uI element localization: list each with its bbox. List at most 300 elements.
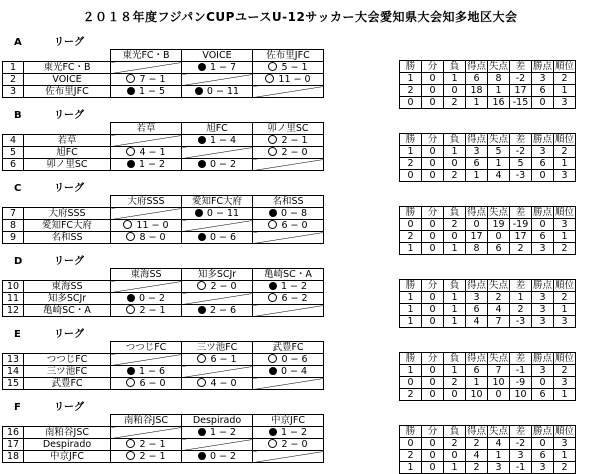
self-match-cell <box>253 451 324 463</box>
stat-value: 6 <box>466 365 488 377</box>
stat-header: 分 <box>422 61 444 73</box>
team-number: 9 <box>3 232 24 244</box>
stat-value: 7 <box>488 365 510 377</box>
stat-value: 1 <box>400 292 422 304</box>
stat-value: 6 <box>466 304 488 316</box>
stat-header: 差 <box>510 134 532 146</box>
standings-row <box>400 377 576 389</box>
team-number: 15 <box>3 378 24 390</box>
stat-value: 3 <box>488 462 510 474</box>
stat-value: 5 <box>488 146 510 158</box>
match-score: 1 − 2 <box>138 159 166 170</box>
win-mark-icon <box>268 354 277 363</box>
stat-header: 負 <box>444 426 466 438</box>
match-result <box>182 451 253 463</box>
stat-header: 失点 <box>488 207 508 218</box>
stat-value: 1 <box>444 462 466 474</box>
stat-value: 0 <box>422 389 444 401</box>
stat-value: 1 <box>400 146 422 158</box>
standings-row <box>400 243 576 255</box>
team-number: 10 <box>3 281 24 293</box>
win-mark-icon <box>126 305 135 314</box>
win-mark-icon <box>126 232 135 241</box>
column-team-name: VOICE <box>182 50 253 62</box>
self-match-cell <box>253 232 324 244</box>
stat-value: 3 <box>554 170 576 182</box>
stat-value: 0 <box>422 170 444 182</box>
stat-header: 失点 <box>488 426 508 437</box>
team-name: VOICE <box>24 74 111 86</box>
column-team-name: つつじFC <box>111 342 182 354</box>
stat-value: -3 <box>510 316 532 328</box>
league-word: リーグ <box>54 110 84 121</box>
match-matrix <box>2 341 324 390</box>
match-score: 0 − 2 <box>209 159 237 170</box>
self-match-cell <box>253 305 324 317</box>
league-letter: C <box>14 183 22 194</box>
standings-header-row <box>400 61 576 73</box>
loss-mark-icon <box>269 209 277 217</box>
stat-value: 6 <box>488 243 510 255</box>
stat-value: 0 <box>444 158 466 170</box>
win-mark-icon <box>268 439 277 448</box>
stat-value: 0 <box>422 462 444 474</box>
match-result <box>253 62 324 74</box>
stat-value: 2 <box>400 158 422 170</box>
league-heading <box>14 402 84 414</box>
league-letter: B <box>14 110 22 121</box>
team-name: 中京JFC <box>24 451 111 463</box>
stat-header: 負 <box>444 207 466 219</box>
stat-value: 4 <box>488 438 510 450</box>
win-mark-icon <box>123 220 132 229</box>
stat-value: -2 <box>510 438 532 450</box>
stat-value: 8 <box>488 73 510 85</box>
blank-cell <box>3 342 24 354</box>
team-row <box>3 159 324 171</box>
match-score: 2 − 0 <box>210 281 237 292</box>
stat-value: 3 <box>532 73 554 85</box>
matrix-header-row <box>3 196 324 208</box>
column-team-name: 若草 <box>111 123 182 135</box>
match-result <box>253 147 324 159</box>
league-block <box>0 402 600 473</box>
stat-value: 1 <box>488 85 510 97</box>
self-match-cell <box>253 378 324 390</box>
match-score: 6 − 0 <box>281 220 308 231</box>
league-heading <box>14 37 84 49</box>
match-score: 0 − 6 <box>281 354 308 365</box>
stat-value: 1 <box>400 73 422 85</box>
column-team-name: 亀崎SC・A <box>253 269 324 281</box>
match-result <box>182 232 253 244</box>
team-row <box>3 74 324 86</box>
standings-table <box>399 60 576 109</box>
standings-row <box>400 97 576 109</box>
stat-value: 0 <box>466 219 488 231</box>
column-team-name: Despirado <box>182 415 253 427</box>
stat-value: 1 <box>400 462 422 474</box>
stat-header: 得点 <box>466 353 486 364</box>
stat-value: -1 <box>510 365 532 377</box>
win-mark-icon <box>197 281 206 290</box>
win-mark-icon <box>268 147 277 156</box>
self-match-cell <box>253 86 324 98</box>
stat-value: 1 <box>400 243 422 255</box>
match-score: 6 − 0 <box>139 378 166 389</box>
match-result <box>182 305 253 317</box>
stat-value: 3 <box>532 146 554 158</box>
stat-value: 16 <box>488 97 510 109</box>
match-score: 2 − 0 <box>281 147 308 158</box>
stat-header: 差 <box>510 61 532 73</box>
match-score: 1 − 2 <box>209 427 237 438</box>
stat-header: 勝 <box>400 207 422 219</box>
standings-row <box>400 170 576 182</box>
stat-value: 6 <box>532 450 554 462</box>
standings-table <box>399 279 576 328</box>
match-result <box>253 135 324 147</box>
blank-cell <box>24 342 111 354</box>
stat-value: 0 <box>422 377 444 389</box>
stat-value: 1 <box>400 365 422 377</box>
stat-value: 2 <box>510 243 532 255</box>
match-result <box>182 208 253 220</box>
matrix-header-row <box>3 269 324 281</box>
stat-value: 0 <box>422 97 444 109</box>
stat-value: 0 <box>444 389 466 401</box>
match-score: 11 − 0 <box>136 220 169 231</box>
match-score: 4 − 0 <box>210 378 237 389</box>
stat-value: 0 <box>444 85 466 97</box>
stat-header: 順位 <box>554 426 574 437</box>
standings-table <box>399 352 576 401</box>
stat-value: -15 <box>510 97 532 109</box>
stat-header: 勝点 <box>532 61 552 72</box>
standings-row <box>400 85 576 97</box>
stat-value: 2 <box>554 73 576 85</box>
match-result <box>182 281 253 293</box>
stat-header: 得点 <box>466 134 486 145</box>
match-score: 0 − 2 <box>209 451 237 462</box>
win-mark-icon <box>126 451 135 460</box>
stat-value: 2 <box>444 97 466 109</box>
stat-value: 6 <box>466 73 488 85</box>
match-score: 0 − 8 <box>280 208 308 219</box>
team-number: 3 <box>3 86 24 98</box>
league-block <box>0 37 600 108</box>
team-row <box>3 427 324 439</box>
stat-value: 3 <box>466 146 488 158</box>
blank-cell <box>3 123 24 135</box>
team-row <box>3 378 324 390</box>
team-row <box>3 86 324 98</box>
stat-header: 差 <box>510 207 532 219</box>
column-team-name: 三ツ池FC <box>182 342 253 354</box>
stat-value: 0 <box>532 219 554 231</box>
league-letter: A <box>14 37 22 48</box>
self-match-cell <box>182 74 253 86</box>
team-number: 8 <box>3 220 24 232</box>
stat-value: 2 <box>554 462 576 474</box>
team-name: 大府SSS <box>24 208 111 220</box>
matrix-header-row <box>3 50 324 62</box>
standings-row <box>400 450 576 462</box>
league-word: リーグ <box>54 329 84 340</box>
league-word: リーグ <box>54 256 84 267</box>
stat-header: 順位 <box>554 61 574 72</box>
stat-header: 順位 <box>554 207 574 218</box>
match-result <box>253 220 324 232</box>
team-row <box>3 62 324 74</box>
match-result <box>182 354 253 366</box>
win-mark-icon <box>126 74 135 83</box>
blank-cell <box>3 415 24 427</box>
standings-row <box>400 158 576 170</box>
matrix-header-row <box>3 342 324 354</box>
stat-value: 1 <box>400 316 422 328</box>
stat-value: 1 <box>554 85 576 97</box>
team-number: 6 <box>3 159 24 171</box>
match-score: 0 − 2 <box>138 293 166 304</box>
match-result <box>111 439 182 451</box>
standings-table <box>399 206 576 255</box>
team-name: 三ツ池FC <box>24 366 111 378</box>
match-result <box>253 293 324 305</box>
team-name: 卯ノ里SC <box>24 159 111 171</box>
stat-value: 8 <box>466 243 488 255</box>
win-mark-icon <box>126 378 135 387</box>
stat-value: 0 <box>422 292 444 304</box>
stat-value: 6 <box>466 158 488 170</box>
match-score: 0 − 11 <box>206 86 240 97</box>
match-result <box>253 74 324 86</box>
match-result <box>253 208 324 220</box>
match-score: 2 − 1 <box>281 135 308 146</box>
team-name: 知多SCJr <box>24 293 111 305</box>
win-mark-icon <box>268 293 277 302</box>
stat-value: 1 <box>444 304 466 316</box>
standings-row <box>400 316 576 328</box>
team-number: 1 <box>3 62 24 74</box>
league-block <box>0 183 600 254</box>
self-match-cell <box>111 281 182 293</box>
stat-value: 1 <box>510 292 532 304</box>
stat-value: 2 <box>444 377 466 389</box>
self-match-cell <box>182 147 253 159</box>
match-score: 1 − 2 <box>280 281 308 292</box>
team-row <box>3 220 324 232</box>
stat-header: 得点 <box>466 280 486 291</box>
stat-header: 差 <box>510 280 532 292</box>
column-team-name: 卯ノ里SC <box>253 123 324 135</box>
stat-header: 勝点 <box>532 207 552 218</box>
team-row <box>3 147 324 159</box>
self-match-cell <box>182 293 253 305</box>
self-match-cell <box>111 427 182 439</box>
stat-header: 失点 <box>488 61 508 72</box>
standings-table <box>399 133 576 182</box>
standings-header-row <box>400 280 576 292</box>
stat-value: 0 <box>422 243 444 255</box>
match-score: 6 − 1 <box>210 354 237 365</box>
stat-header: 勝点 <box>532 426 552 437</box>
matrix-header-row <box>3 123 324 135</box>
team-number: 7 <box>3 208 24 220</box>
stat-value: 1 <box>444 316 466 328</box>
stat-value: 0 <box>400 97 422 109</box>
stat-value: 3 <box>554 316 576 328</box>
match-result <box>253 427 324 439</box>
self-match-cell <box>111 62 182 74</box>
standings-row <box>400 304 576 316</box>
standings-header-row <box>400 426 576 438</box>
blank-cell <box>3 196 24 208</box>
loss-mark-icon <box>195 209 203 217</box>
match-result <box>253 366 324 378</box>
stat-header: 勝 <box>400 134 422 146</box>
stat-header: 差 <box>510 426 532 438</box>
self-match-cell <box>182 366 253 378</box>
win-mark-icon <box>126 147 135 156</box>
stat-value: 3 <box>532 292 554 304</box>
league-heading <box>14 183 84 195</box>
match-result <box>111 305 182 317</box>
team-row <box>3 208 324 220</box>
win-mark-icon <box>197 354 206 363</box>
stat-value: 2 <box>466 438 488 450</box>
blank-cell <box>24 123 111 135</box>
stat-value: 7 <box>488 316 510 328</box>
stat-value: 2 <box>488 292 510 304</box>
stat-value: 3 <box>466 292 488 304</box>
match-result <box>111 147 182 159</box>
stat-value: 1 <box>466 97 488 109</box>
team-row <box>3 232 324 244</box>
blank-cell <box>24 50 111 62</box>
team-number: 4 <box>3 135 24 147</box>
match-score: 1 − 6 <box>138 366 166 377</box>
team-name: Despirado <box>24 439 111 451</box>
team-number: 18 <box>3 451 24 463</box>
league-block <box>0 256 600 327</box>
team-name: 南粕谷JSC <box>24 427 111 439</box>
stat-value: 1 <box>444 292 466 304</box>
stat-value: 4 <box>466 316 488 328</box>
stat-value: 2 <box>400 231 422 243</box>
stat-value: 0 <box>488 389 510 401</box>
stat-header: 負 <box>444 61 466 73</box>
match-result <box>111 220 182 232</box>
league-letter: D <box>14 256 23 267</box>
stat-value: 3 <box>532 304 554 316</box>
match-score: 0 − 11 <box>206 208 240 219</box>
stat-header: 順位 <box>554 353 574 364</box>
standings-row <box>400 73 576 85</box>
stat-value: 0 <box>422 438 444 450</box>
stat-value: 1 <box>488 450 510 462</box>
stat-header: 勝 <box>400 426 422 438</box>
standings-row <box>400 146 576 158</box>
stat-value: 2 <box>400 389 422 401</box>
stat-value: 1 <box>466 170 488 182</box>
stat-header: 分 <box>422 134 444 146</box>
page-title: ２０１８年度フジパンCUPユースU-12サッカー大会愛知県大会知多地区大会 <box>82 10 518 24</box>
stat-value: 0 <box>400 377 422 389</box>
league-block <box>0 329 600 400</box>
loss-mark-icon <box>195 87 203 95</box>
loss-mark-icon <box>127 294 135 302</box>
stat-header: 得点 <box>466 426 486 437</box>
stat-header: 失点 <box>488 353 508 364</box>
stat-value: 1 <box>554 231 576 243</box>
column-team-name: 知多SCJr <box>182 269 253 281</box>
team-number: 16 <box>3 427 24 439</box>
stat-value: 2 <box>400 85 422 97</box>
team-number: 2 <box>3 74 24 86</box>
match-score: 2 − 1 <box>139 305 166 316</box>
stat-value: 6 <box>532 158 554 170</box>
loss-mark-icon <box>127 367 135 375</box>
league-letter: E <box>14 329 21 340</box>
stat-value: 0 <box>422 450 444 462</box>
stat-header: 勝 <box>400 280 422 292</box>
stat-value: 0 <box>532 438 554 450</box>
stat-value: 1 <box>444 365 466 377</box>
loss-mark-icon <box>198 452 206 460</box>
match-result <box>111 366 182 378</box>
stat-value: 1 <box>554 389 576 401</box>
stat-header: 分 <box>422 280 444 292</box>
team-number: 13 <box>3 354 24 366</box>
match-result <box>111 378 182 390</box>
team-name: つつじFC <box>24 354 111 366</box>
team-name: 武豊FC <box>24 378 111 390</box>
match-result <box>182 427 253 439</box>
match-score: 11 − 0 <box>278 74 311 85</box>
stat-value: 0 <box>422 231 444 243</box>
stat-value: 18 <box>466 85 488 97</box>
matrix-header-row <box>3 415 324 427</box>
stat-value: 5 <box>510 158 532 170</box>
standings-header-row <box>400 134 576 146</box>
standings-row <box>400 292 576 304</box>
team-row <box>3 439 324 451</box>
win-mark-icon <box>268 220 277 229</box>
match-result <box>111 451 182 463</box>
stat-header: 負 <box>444 134 466 146</box>
stat-value: 6 <box>532 231 554 243</box>
team-name: 愛知FC大府 <box>24 220 111 232</box>
stat-value: 3 <box>510 450 532 462</box>
stat-value: 0 <box>422 316 444 328</box>
stat-header: 勝点 <box>532 353 552 364</box>
stat-value: 17 <box>466 231 488 243</box>
league-word: リーグ <box>54 402 84 413</box>
stat-value: 0 <box>444 231 466 243</box>
stat-value: 1 <box>400 304 422 316</box>
stat-value: 1 <box>444 73 466 85</box>
league-letter: F <box>14 402 21 413</box>
stat-value: 2 <box>466 462 488 474</box>
win-mark-icon <box>268 135 277 144</box>
self-match-cell <box>253 159 324 171</box>
self-match-cell <box>111 354 182 366</box>
league-block <box>0 110 600 181</box>
stat-value: 0 <box>400 170 422 182</box>
stat-value: 0 <box>422 146 444 158</box>
match-score: 2 − 0 <box>281 439 308 450</box>
